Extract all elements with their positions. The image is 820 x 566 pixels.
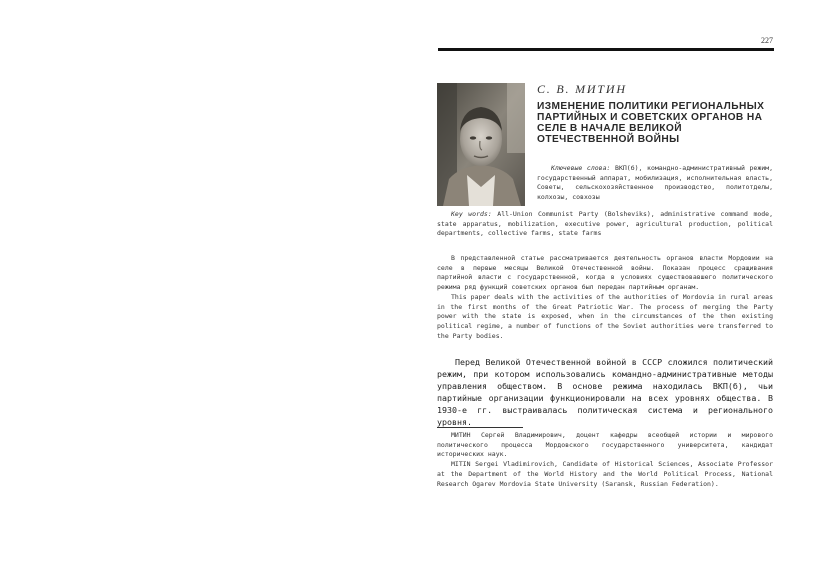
footnote-en: MITIN Sergei Vladimirovich, Candidate of Historical Sciences, Associate Professor at the Department of the World History and the World Political Process, National Research Ogarev Mordovia State University (Saransk, Russian Federation). — [437, 460, 773, 488]
body-text — [437, 356, 773, 429]
abstract — [437, 254, 773, 341]
keywords-ru-text: ВКП(б), командно-административный режим, государственный аппарат, мобилизация, исполнительная власть, Советы, сельскохозяйственное производство, политотделы, колхозы, совхозы — [537, 164, 773, 202]
footnote-rule — [437, 427, 523, 428]
author-name: С. В. МИТИН — [537, 82, 627, 96]
author-photo — [437, 83, 525, 206]
keywords-en — [437, 210, 773, 239]
keywords-ru — [537, 164, 773, 203]
article-title: ИЗМЕНЕНИЕ ПОЛИТИКИ РЕГИОНАЛЬНЫХ ПАРТИЙНЫХ И СОВЕТСКИХ ОРГАНОВ НА СЕЛЕ В НАЧАЛЕ ВЕЛИКОЙ ОТЕЧЕСТВЕННОЙ ВОЙНЫ — [537, 101, 765, 146]
abstract-en: This paper deals with the activities of the authorities of Mordovia in rural areas in the first months of the Great Patriotic War. The process of merging the Party power with the state is exposed, when in the circumstances of the then existing political regime, a number of functions of the Soviet authorities were transferred to the Party bodies. — [437, 292, 773, 340]
page-number: 227 — [761, 36, 773, 45]
keywords-ru-label: Ключевые слова: — [551, 164, 611, 172]
keywords-en-label: Key words: — [451, 210, 492, 218]
footnote-ru: МИТИН Сергей Владимирович, доцент кафедры всеобщей истории и мирового политического процесса Мордовского государственного университета, кандидат исторических наук. — [437, 431, 773, 459]
header-rule — [438, 48, 774, 51]
abstract-ru: В представленной статье рассматривается деятельность органов власти Мордовии на селе в первые месяцы Великой Отечественной войны. Показан процесс сращивания партийной власти с государственной, когда в условиях существовавшего политического режима ряд функций советских органов был передан партийным органам. — [437, 254, 773, 292]
body-paragraph: Перед Великой Отечественной войной в СССР сложился политический режим, при котором использовались командно-административные методы управления обществом. В основе режима находилась ВКП(б), чьи партийные организации функционировали на всех уровнях общества. В 1930-е гг. выстраивалась политическая система и регионального уровня. — [437, 357, 773, 428]
author-footnote — [437, 431, 773, 489]
keywords-en-text: All-Union Communist Party (Bolsheviks), administrative command mode, state apparatus, mobilization, executive power, agricultural production, political departments, collective farms, state farms — [437, 210, 774, 238]
